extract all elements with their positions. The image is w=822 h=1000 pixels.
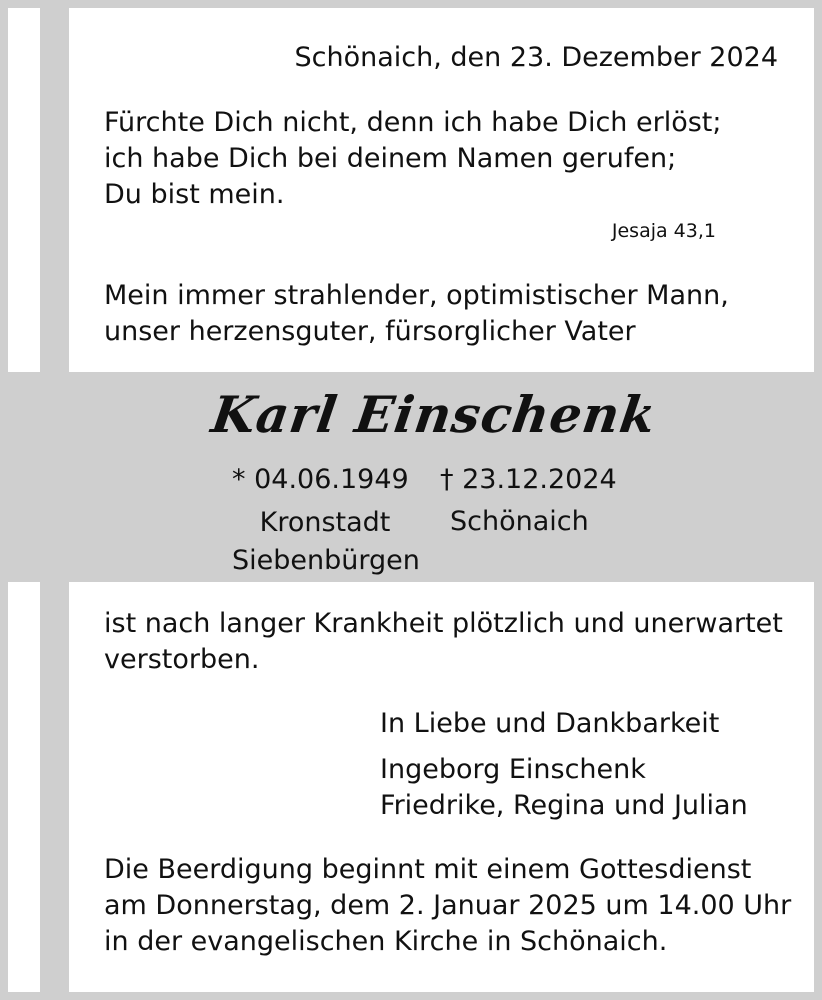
birth-date: * 04.06.1949 <box>232 464 409 495</box>
funeral-notice <box>104 852 791 960</box>
birth-place: Kronstadt Siebenbürgen <box>232 507 420 576</box>
intro-text <box>104 278 729 350</box>
verse-line: Fürchte Dich nicht, denn ich habe Dich erlöst; <box>104 107 722 138</box>
death-message <box>104 606 783 678</box>
message-line: ist nach langer Krankheit plötzlich und unerwartet <box>104 608 783 639</box>
verse-reference: Jesaja 43,1 <box>611 220 716 242</box>
verse-line: Du bist mein. <box>104 179 285 210</box>
funeral-line: in der evangelischen Kirche in Schönaich. <box>104 926 668 957</box>
death-place: Schönaich <box>450 506 589 537</box>
family-line: Friedrike, Regina und Julian <box>380 790 748 821</box>
intro-line: Mein immer strahlender, optimistischer Mann, <box>104 280 729 311</box>
verse-line: ich habe Dich bei deinem Namen gerufen; <box>104 143 677 174</box>
death-date: † 23.12.2024 <box>440 464 617 495</box>
deceased-name: Karl Einschenk <box>207 385 661 444</box>
message-line: verstorben. <box>104 644 260 675</box>
funeral-line: Die Beerdigung beginnt mit einem Gottesdienst <box>104 854 752 885</box>
family-names <box>380 752 748 824</box>
place-date: Schönaich, den 23. Dezember 2024 <box>294 42 778 73</box>
intro-line: unser herzensguter, fürsorglicher Vater <box>104 316 636 347</box>
funeral-line: am Donnerstag, dem 2. Januar 2025 um 14.00 Uhr <box>104 890 792 921</box>
family-line: Ingeborg Einschenk <box>380 754 646 785</box>
bible-verse <box>104 105 721 213</box>
closing-phrase: In Liebe und Dankbarkeit <box>380 708 720 739</box>
